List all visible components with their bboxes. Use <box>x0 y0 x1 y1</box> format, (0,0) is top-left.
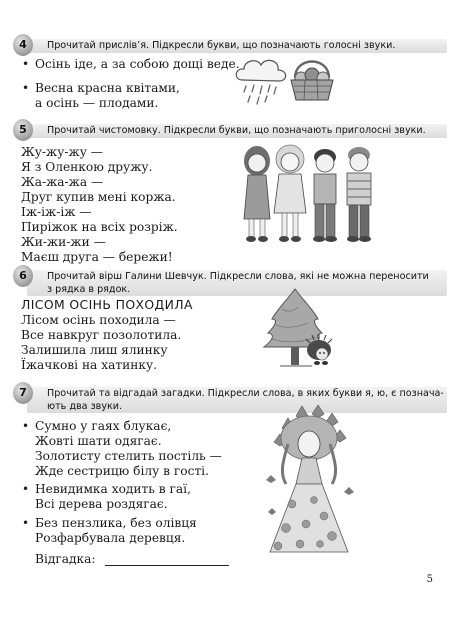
rain-cloud-icon <box>232 54 290 106</box>
task-5-header <box>13 121 443 139</box>
task-instruction <box>47 270 452 296</box>
bullet-marker: • <box>22 81 30 95</box>
children-friends-illustration <box>235 143 385 245</box>
instruction-line: Прочитай вірш Галини Шевчук. Підкресли слова, які не можна переносити <box>47 271 429 282</box>
task-7-header <box>13 384 444 412</box>
tongue-twister-line: Жа-жа-жа — <box>21 175 104 189</box>
task-number-badge: 6 <box>13 265 33 287</box>
autumn-fairy-illustration <box>262 404 356 558</box>
tongue-twister-line: Я з Оленкою дружу. <box>21 160 153 174</box>
tongue-twister-line: Іж-іж-іж — <box>21 205 92 219</box>
proverb-line: Осінь іде, а за собою дощі веде. <box>35 57 240 71</box>
tongue-twister-line: Друг купив мені коржа. <box>21 190 176 204</box>
tongue-twister-line: Жу-жу-жу — <box>21 145 103 159</box>
tongue-twister-line: Маєш друга — бережи! <box>21 250 173 264</box>
fruit-basket-icon <box>287 52 337 104</box>
task-number-badge: 7 <box>13 382 33 404</box>
poem-line: Залишила лиш ялинку <box>21 343 168 357</box>
page-number: 5 <box>426 574 433 585</box>
fir-tree-hedgehog-illustration <box>262 287 342 369</box>
answer-blank-line[interactable] <box>105 565 229 566</box>
bullet-marker: • <box>22 57 30 71</box>
riddle-line: Без пензлика, без олівця <box>35 516 197 530</box>
riddle-line: Всі дерева роздягає. <box>35 497 168 511</box>
task-instruction: Прочитай прислів’я. Підкресли букви, що позначають голосні звуки. <box>47 40 396 51</box>
poem-title: ЛІСОМ ОСІНЬ ПОХОДИЛА <box>21 297 193 312</box>
poem-line: Лісом осінь походила — <box>21 313 176 327</box>
riddle-line: Золотисту стелить постіль — <box>35 449 222 463</box>
poem-line: Їжачкові на хатинку. <box>21 358 157 372</box>
task-instruction <box>47 387 452 413</box>
instruction-line: ють два звуки. <box>47 401 123 412</box>
answer-label: Відгадка: <box>35 552 96 566</box>
task-number-badge: 4 <box>13 34 33 56</box>
instruction-line: Прочитай та відгадай загадки. Підкресли слова, в яких букви я, ю, є познача- <box>47 388 444 399</box>
riddle-line: Жовті шати одягає. <box>35 434 162 448</box>
tongue-twister-line: Пиріжок на всіх розріж. <box>21 220 178 234</box>
task-6-header <box>13 267 443 295</box>
tongue-twister-line: Жи-жи-жи — <box>21 235 106 249</box>
bullet-marker: • <box>22 516 30 530</box>
task-instruction: Прочитай чистомовку. Підкресли букви, що позначають приголосні звуки. <box>47 125 426 136</box>
riddle-line: Жде сестрицю білу в гості. <box>35 464 209 478</box>
task-4-header <box>13 36 443 54</box>
riddle-line: Розфарбувала деревця. <box>35 531 186 545</box>
proverb-line: Весна красна квітами, <box>35 81 180 95</box>
riddle-line: Сумно у гаях блукає, <box>35 419 172 433</box>
riddle-line: Невидимка ходить в гаї, <box>35 482 191 496</box>
proverb-line: а осінь — плодами. <box>35 96 159 110</box>
instruction-line: з рядка в рядок. <box>47 284 131 295</box>
task-number-badge: 5 <box>13 119 33 141</box>
poem-line: Все навкруг позолотила. <box>21 328 182 342</box>
bullet-marker: • <box>22 419 30 433</box>
bullet-marker: • <box>22 482 30 496</box>
